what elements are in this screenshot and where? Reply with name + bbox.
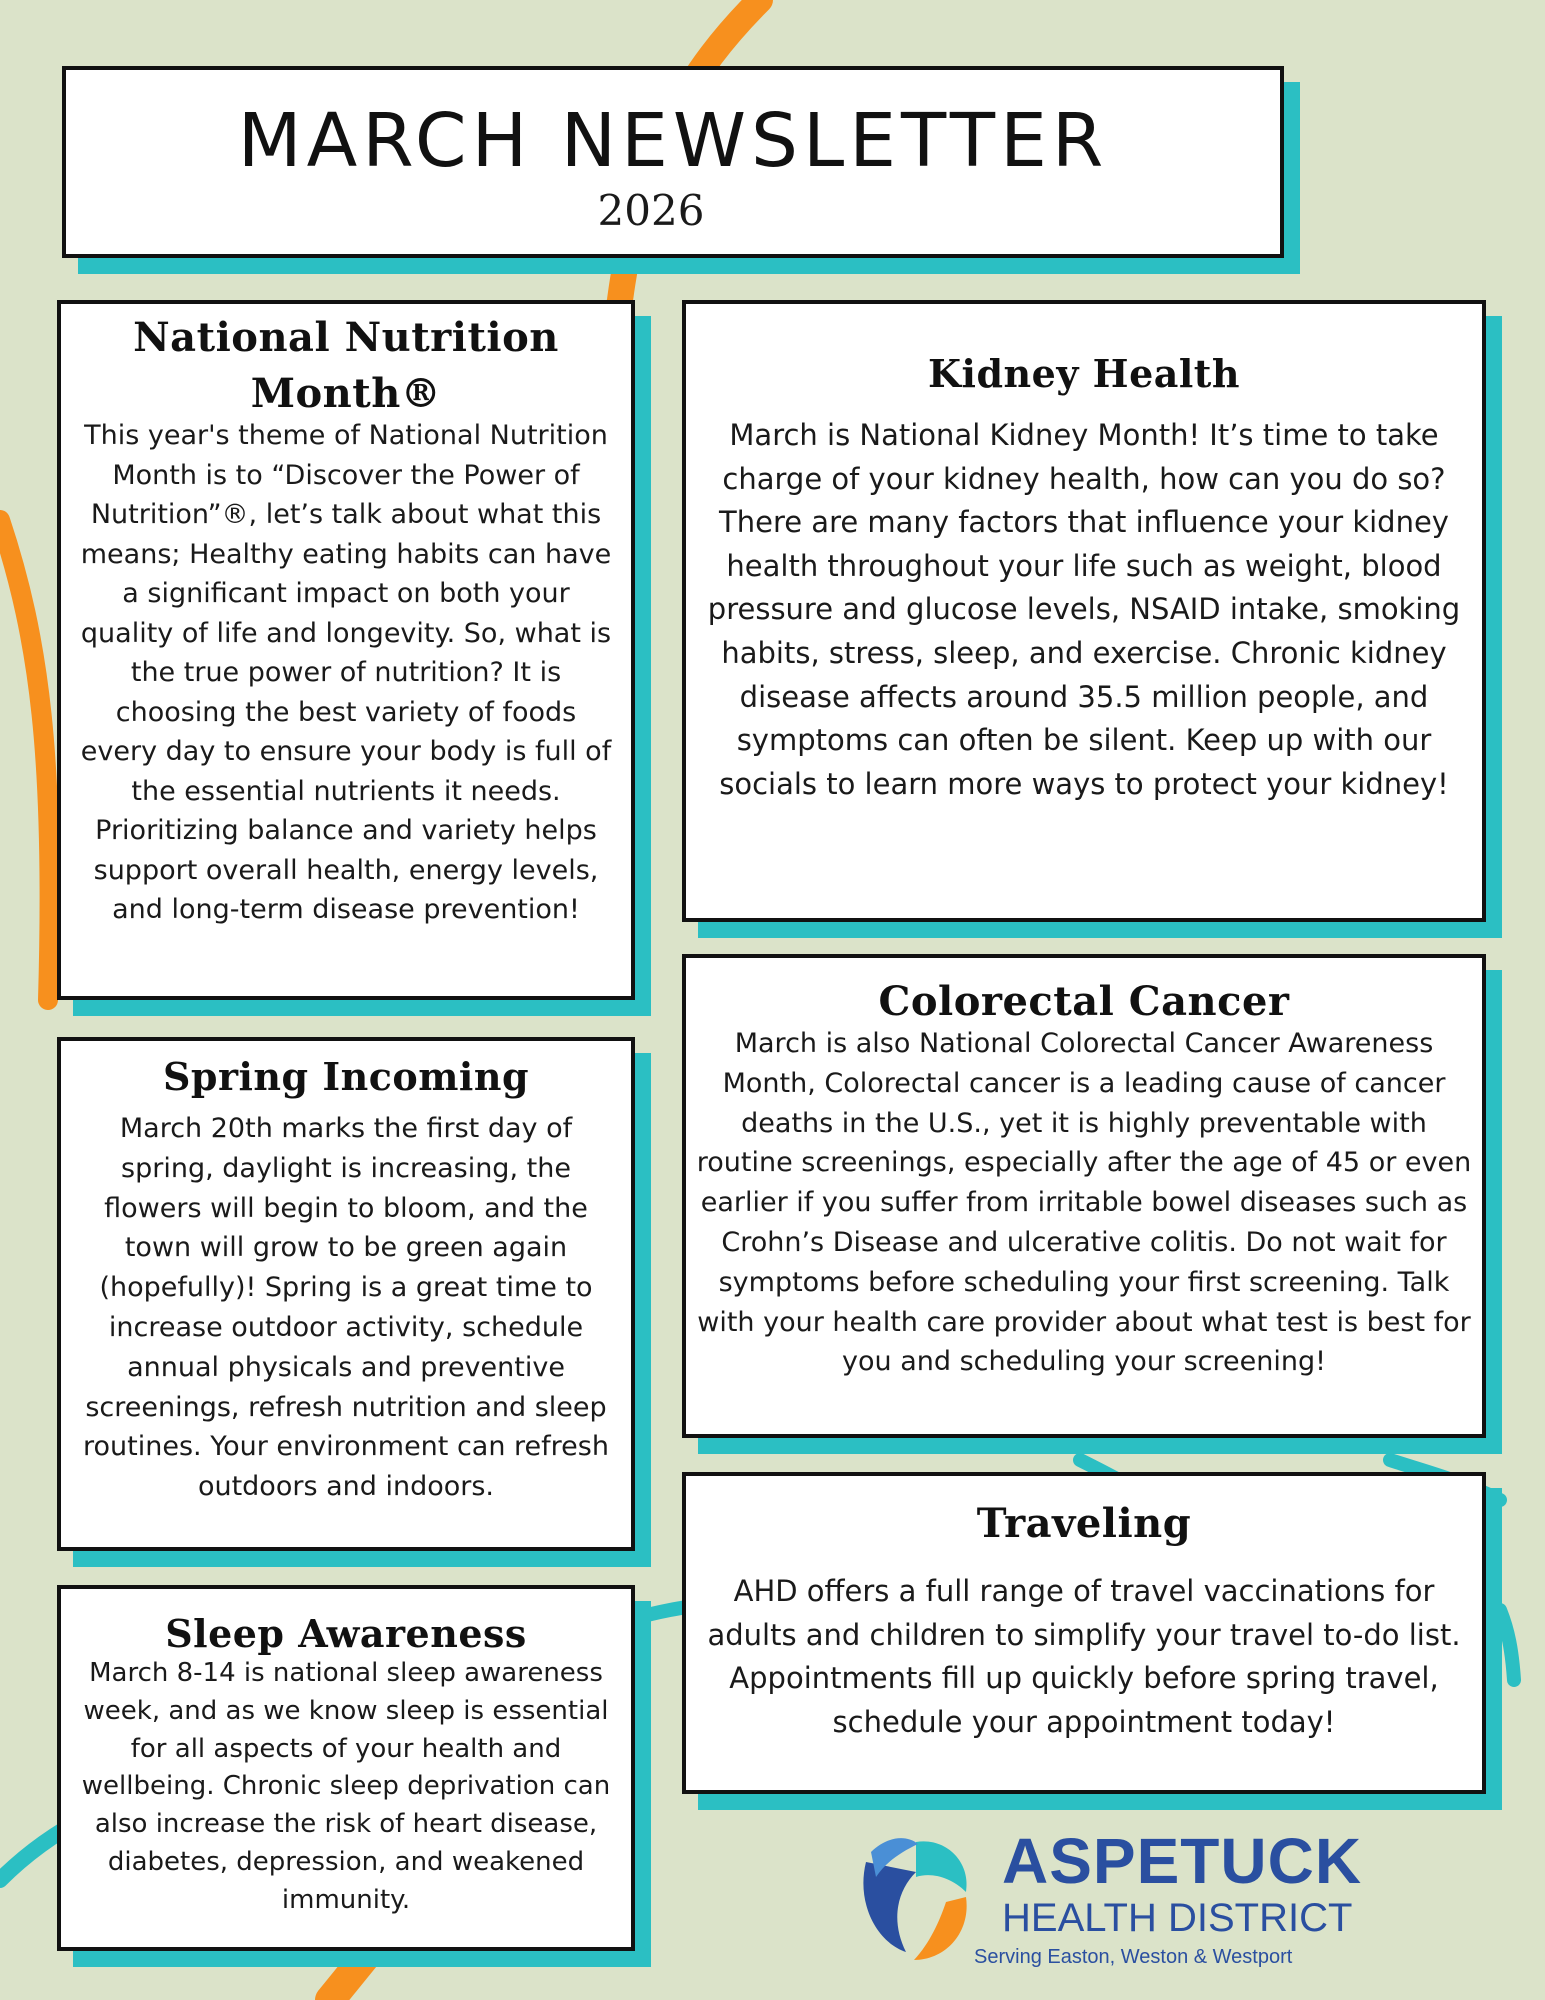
- sleep-body: March 8-14 is national sleep awareness week, and as we know sleep is essential for all aspects of your health and wellbeing. Chronic sleep deprivation can also increase the risk of heart disease, diabetes, depression, and weakened immunity.: [81, 1658, 611, 1915]
- logo-name-line1: ASPETUCK: [1002, 1825, 1363, 1897]
- nutrition-section: [57, 300, 635, 1000]
- colorectal-body: March is also National Colorectal Cancer Awareness Month, Colorectal cancer is a leading cause of cancer deaths in the U.S., yet it is highly preventable with routine screenings, especially after the age of 45 or even earlier if you suffer from irritable bowel diseases such as Crohn’s Disease and ulcerative colitis. Do not wait for symptoms before scheduling your first screening. Talk with your health care provider about what test is best for you and scheduling your screening!: [696, 1028, 1472, 1378]
- spring-body: March 20th marks the first day of spring, daylight is increasing, the flowers will begin to bloom, and the town will grow to be green again (hopefully)! Spring is a great time to increase outdoor activity, schedule annual physicals and preventive screenings, refresh nutrition and sleep routines. Your environment can refresh outdoors and indoors.: [83, 1113, 609, 1503]
- nutrition-body: This year's theme of National Nutrition Month is to “Discover the Power of Nutrition”®, let’s talk about what this means; Healthy eating habits can have a significant impact on both your quality of life and longevity. So, what is the true power of nutrition? It is choosing the best variety of foods every day to ensure your body is full of the essential nutrients it needs. Prioritizing balance and variety helps support overall health, energy levels, and long-term disease prevention!: [80, 420, 612, 925]
- logo-name-line2: HEALTH DISTRICT: [1002, 1896, 1353, 1940]
- spring-title: Spring Incoming: [162, 1054, 530, 1099]
- colorectal-section: [682, 954, 1486, 1438]
- logo-mark-icon: [836, 1822, 986, 1972]
- kidney-title: Kidney Health: [928, 351, 1240, 396]
- spring-section: [57, 1037, 635, 1551]
- traveling-body: AHD offers a full range of travel vaccinations for adults and children to simplify your travel to-do list. Appointments fill up quickly before spring travel, schedule your appointment today!: [707, 1574, 1461, 1739]
- kidney-section: [682, 300, 1486, 922]
- sleep-title: Sleep Awareness: [165, 1611, 527, 1656]
- aspetuck-logo: [836, 1822, 1363, 1972]
- logo-tagline: Serving Easton, Weston & Westport: [974, 1946, 1293, 1968]
- newsletter-title: MARCH NEWSLETTER: [237, 98, 1109, 184]
- kidney-body: March is National Kidney Month! It’s time to take charge of your kidney health, how can you do so? There are many factors that influence your kidney health throughout your life such as weight, blood pressure and glucose levels, NSAID intake, smoking habits, stress, sleep, and exercise. Chronic kidney disease affects around 35.5 million people, and symptoms can often be silent. Keep up with our socials to learn more ways to protect your kidney!: [707, 418, 1461, 801]
- traveling-section: [682, 1472, 1486, 1794]
- colorectal-title: Colorectal Cancer: [878, 978, 1290, 1025]
- newsletter-year: 2026: [597, 186, 705, 235]
- traveling-title: Traveling: [976, 1500, 1192, 1547]
- sleep-section: [57, 1585, 635, 1951]
- nutrition-title: National Nutrition Month®: [133, 314, 559, 417]
- newsletter-header: [62, 66, 1284, 258]
